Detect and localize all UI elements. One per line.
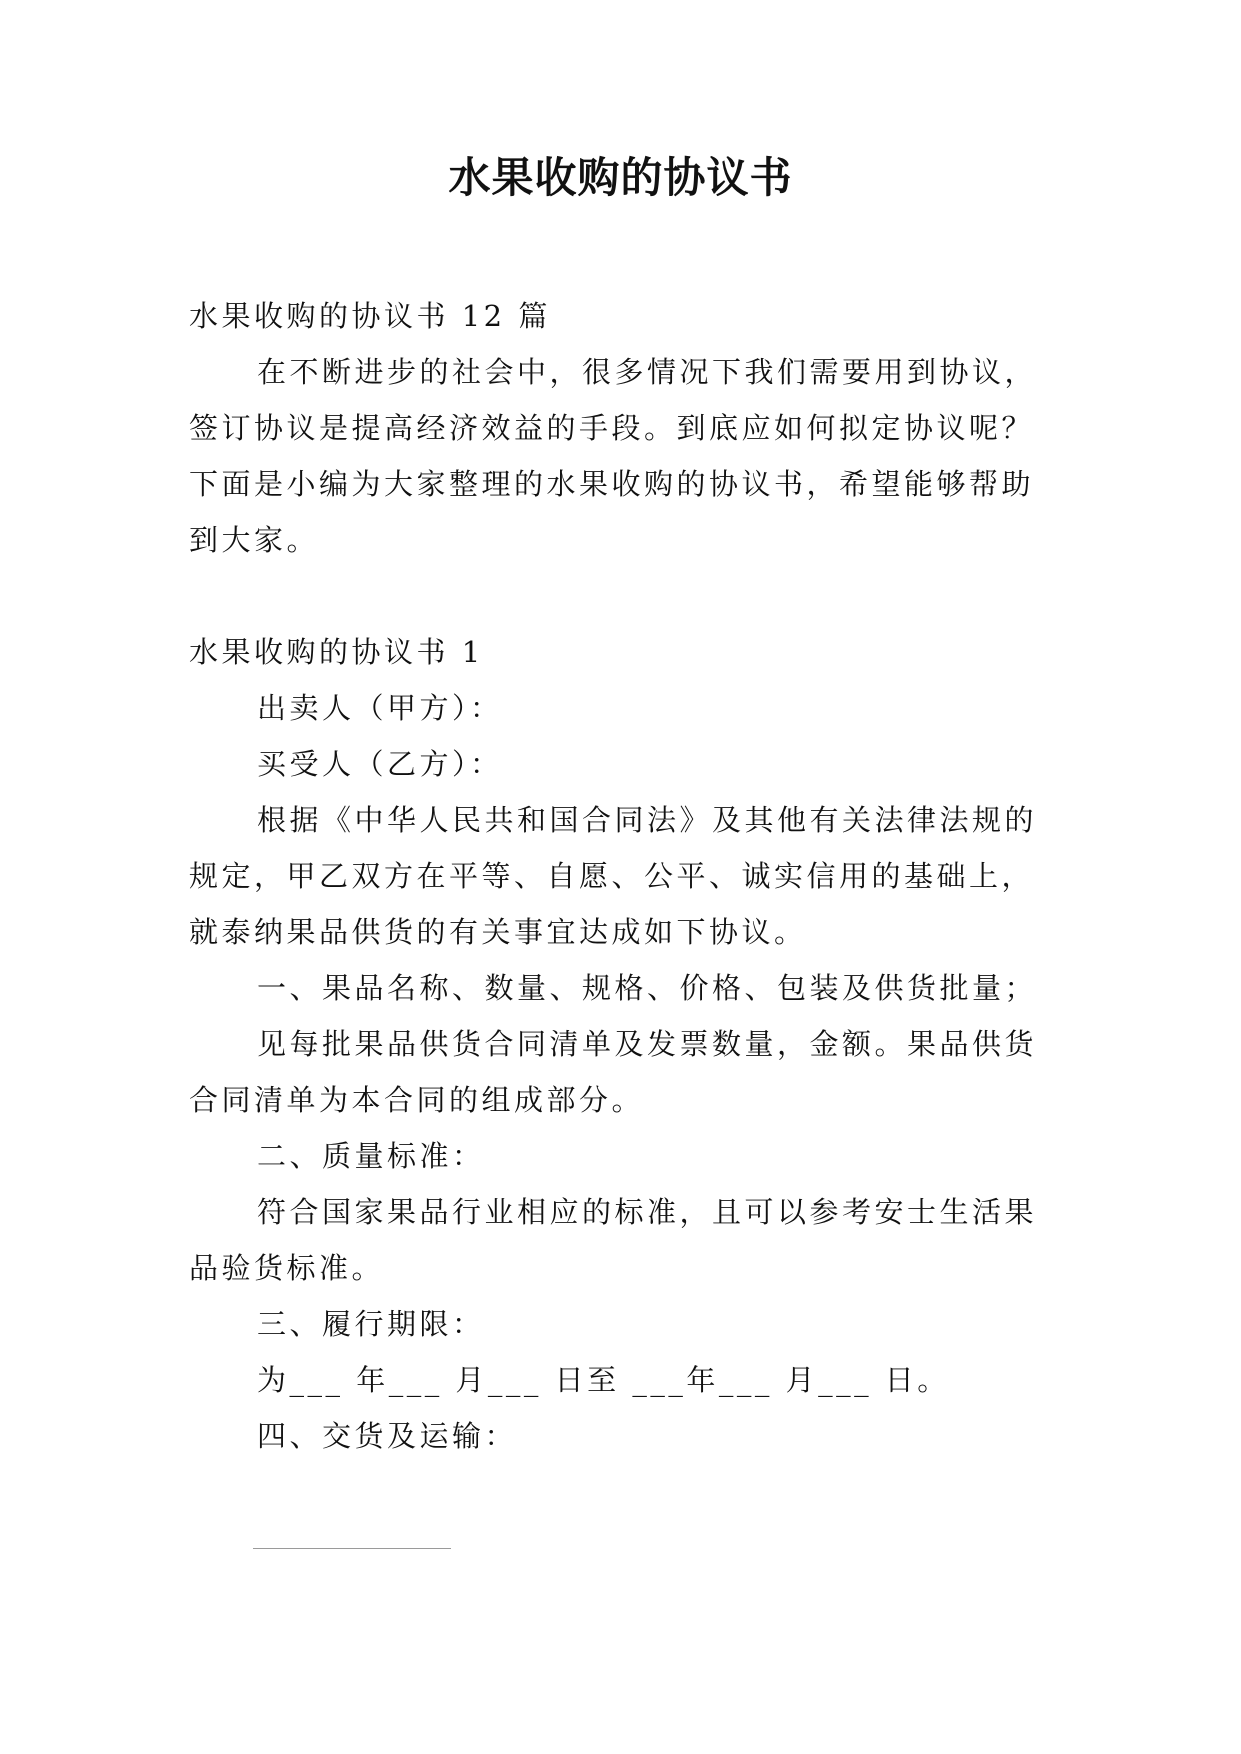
section-heading: 水果收购的协议书 1	[189, 635, 484, 669]
document-title: 水果收购的协议书	[448, 153, 793, 202]
buyer-line: 买受人（乙方）：	[257, 747, 503, 781]
basis-line: 根据《中华人民共和国合同法》及其他有关法律法规的	[257, 803, 1038, 837]
clause-heading: 一、果品名称、数量、规格、价格、包装及供货批量；	[257, 971, 1038, 1005]
footnote-separator	[253, 1548, 451, 1549]
spacer	[189, 568, 1049, 624]
clause-heading: 二、质量标准：	[257, 1139, 485, 1173]
document-body	[189, 288, 1049, 1464]
intro-line: 下面是小编为大家整理的水果收购的协议书，希望能够帮助	[189, 467, 1035, 501]
intro-line: 到大家。	[189, 523, 320, 557]
clause-text: 为___ 年___ 月___ 日至 ___年___ 月___ 日。	[257, 1363, 950, 1397]
clause-text: 品验货标准。	[189, 1251, 385, 1285]
document-subtitle: 水果收购的协议书 12 篇	[189, 299, 551, 333]
clause-heading: 四、交货及运输：	[257, 1419, 518, 1453]
intro-line: 签订协议是提高经济效益的手段。到底应如何拟定协议呢？	[189, 411, 1035, 445]
clause-text: 合同清单为本合同的组成部分。	[189, 1083, 645, 1117]
intro-line: 在不断进步的社会中，很多情况下我们需要用到协议，	[257, 355, 1038, 389]
basis-line: 就泰纳果品供货的有关事宜达成如下协议。	[189, 915, 807, 949]
clause-text: 见每批果品供货合同清单及发票数量，金额。果品供货	[257, 1027, 1038, 1061]
clause-text: 符合国家果品行业相应的标准，且可以参考安士生活果	[257, 1195, 1038, 1229]
clause-heading: 三、履行期限：	[257, 1307, 485, 1341]
seller-line: 出卖人（甲方）：	[257, 691, 503, 725]
basis-line: 规定，甲乙双方在平等、自愿、公平、诚实信用的基础上，	[189, 859, 1035, 893]
